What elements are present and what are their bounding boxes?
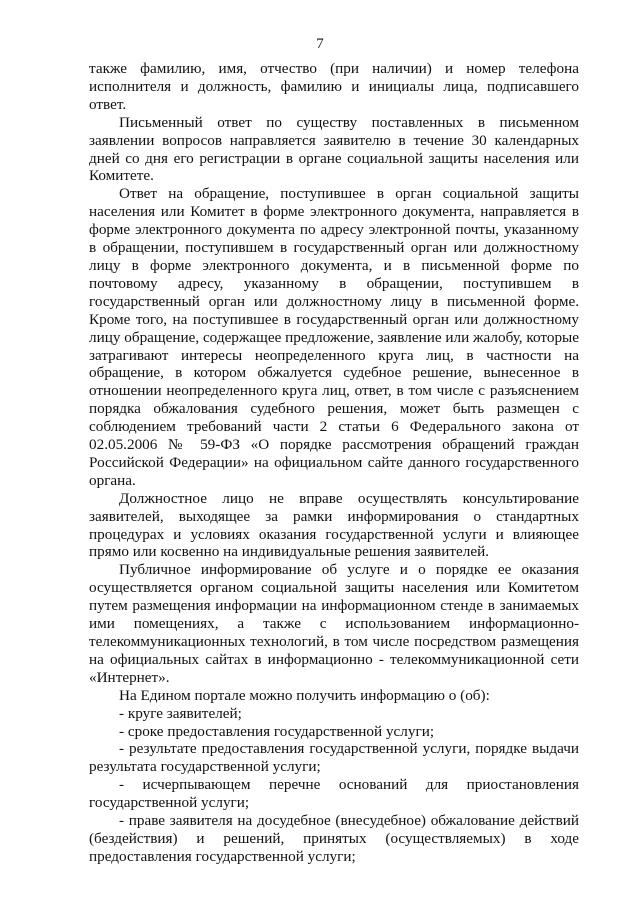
list-item-service-term: - сроке предоставления государственной услуги; — [119, 722, 435, 740]
list-item-applicants: - круге заявителей; — [119, 704, 242, 722]
paragraph-portal-intro: На Едином портале можно получить информацию о (об): — [119, 686, 490, 704]
paragraph-public-information: Публичное информирование об услуге и о порядке ее оказания осуществляется органом социальной защиты населения или Комитетом путем размещения информации на информационном стенде в занимаемых ими помещениях, а также с использованием информационно-телекоммуникационных технологий, в том числе посредством размещения на официальных сайтах в информационно - телекоммуникационной сети «Интернет». — [89, 561, 579, 686]
paragraph-signatory-info: также фамилию, имя, отчество (при наличии) и номер телефона исполнителя и должность, фамилию и инициалы лица, подписавшего ответ. — [89, 60, 579, 113]
paragraph-electronic-response: Ответ на обращение, поступившее в орган социальной защиты населения или Комитет в форме электронного документа, направляется в форме электронного документа по адресу электронной почты, указанному в обращении, поступившем в государственный орган или должностному лицу в форме электронного документа, и в письменной форме по почтовому адресу, указанному в обращении, поступившем в государственный орган или должностному лицу в письменной форме. Кроме того, на поступившее в государственный орган или должностному лицу обращение, содержащее предложение, заявление или жалобу, которые затрагивают интересы неопределенного круга лиц, в частности на обращение, в котором обжалуется судебное решение, вынесенное в отношении неопределенного круга лиц, ответ, в том числе с разъяснением порядка обжалования судебного решения, может быть размещен с соблюдением требований части 2 статьи 6 Федерального закона от 02.05.2006 № 59-ФЗ «О порядке рассмотрения обращений граждан Российской Федерации» на официальном сайте данного государственного органа. — [89, 185, 579, 489]
page-number: 7 — [316, 36, 324, 52]
paragraph-response-deadline: Письменный ответ по существу поставленных в письменном заявлении вопросов направляется заявителю в течение 30 календарных дней со дня его регистрации в органе социальной защиты населения или Комитете. — [89, 113, 579, 185]
paragraph-consultation-limits: Должностное лицо не вправе осуществлять консультирование заявителей, выходящее за рамки информирования о стандартных процедурах и условиях оказания государственной услуги и влияющее прямо или косвенно на индивидуальные решения заявителей. — [89, 489, 579, 561]
list-item-suspension-grounds: - исчерпывающем перечне оснований для приостановления государственной услуги; — [89, 776, 579, 812]
document-body — [89, 60, 579, 866]
list-item-appeal-right: - праве заявителя на досудебное (внесудебное) обжалование действий (бездействия) и решений, принятых (осуществляемых) в ходе предоставления государственной услуги; — [89, 812, 579, 865]
list-item-service-result: - результате предоставления государственной услуги, порядке выдачи результата государственной услуги; — [89, 740, 579, 776]
